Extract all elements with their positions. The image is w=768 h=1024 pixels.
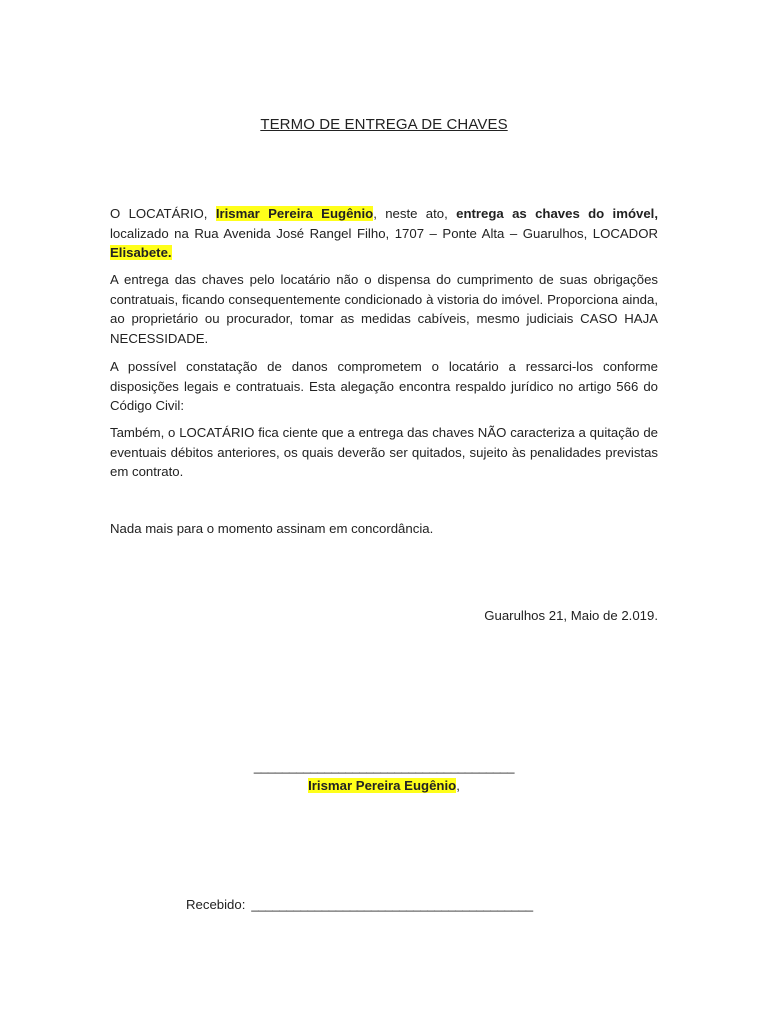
signature-line: _____________________________________ (253, 759, 515, 774)
paragraph-closing: Nada mais para o momento assinam em concordância. (110, 521, 434, 536)
signature-suffix: , (456, 778, 460, 793)
received-line: ________________________________________ (251, 897, 533, 912)
p1-text-c: localizado na Rua Avenida José Rangel Filho, 1707 – Ponte Alta – Guarulhos, LOCADOR (110, 225, 658, 241)
received-label: Recebido: (186, 897, 246, 912)
p1-bold-text: entrega as chaves do imóvel, (456, 206, 658, 221)
paragraph-damages: A possível constatação de danos comprometem o locatário a ressarci-los conforme disposições legais e contratuais. Esta alegação encontra respaldo jurídico no artigo 566 do Código Civil: (110, 359, 658, 413)
paragraph-debts: Também, o LOCATÁRIO fica ciente que a entrega das chaves NÃO caracteriza a quitação de eventuais débitos anteriores, os quais deverão ser quitados, sujeito às penalidades previstas em contrato. (110, 425, 658, 479)
document-title: TERMO DE ENTREGA DE CHAVES (260, 116, 508, 133)
paragraph-obligations: A entrega das chaves pelo locatário não o dispensa do cumprimento de suas obrigações contratuais, ficando consequentemente condicionado à vistoria do imóvel. Proporciona ainda, ao proprietário ou procurador, tomar as medidas cabíveis, mesmo judiciais CASO HAJA NECESSIDADE. (110, 272, 658, 346)
landlord-name: Elisabete. (110, 245, 172, 260)
tenant-name: Irismar Pereira Eugênio (215, 206, 374, 221)
paragraph-tenant-delivery (110, 204, 658, 263)
document-date: Guarulhos 21, Maio de 2.019. (484, 608, 658, 623)
signature-name: Irismar Pereira Eugênio (308, 778, 457, 793)
received-block (186, 895, 533, 915)
p1-text-a: O LOCATÁRIO, (110, 206, 216, 221)
p1-text-b: , neste ato, (373, 206, 457, 221)
signature-name-block (0, 776, 768, 796)
